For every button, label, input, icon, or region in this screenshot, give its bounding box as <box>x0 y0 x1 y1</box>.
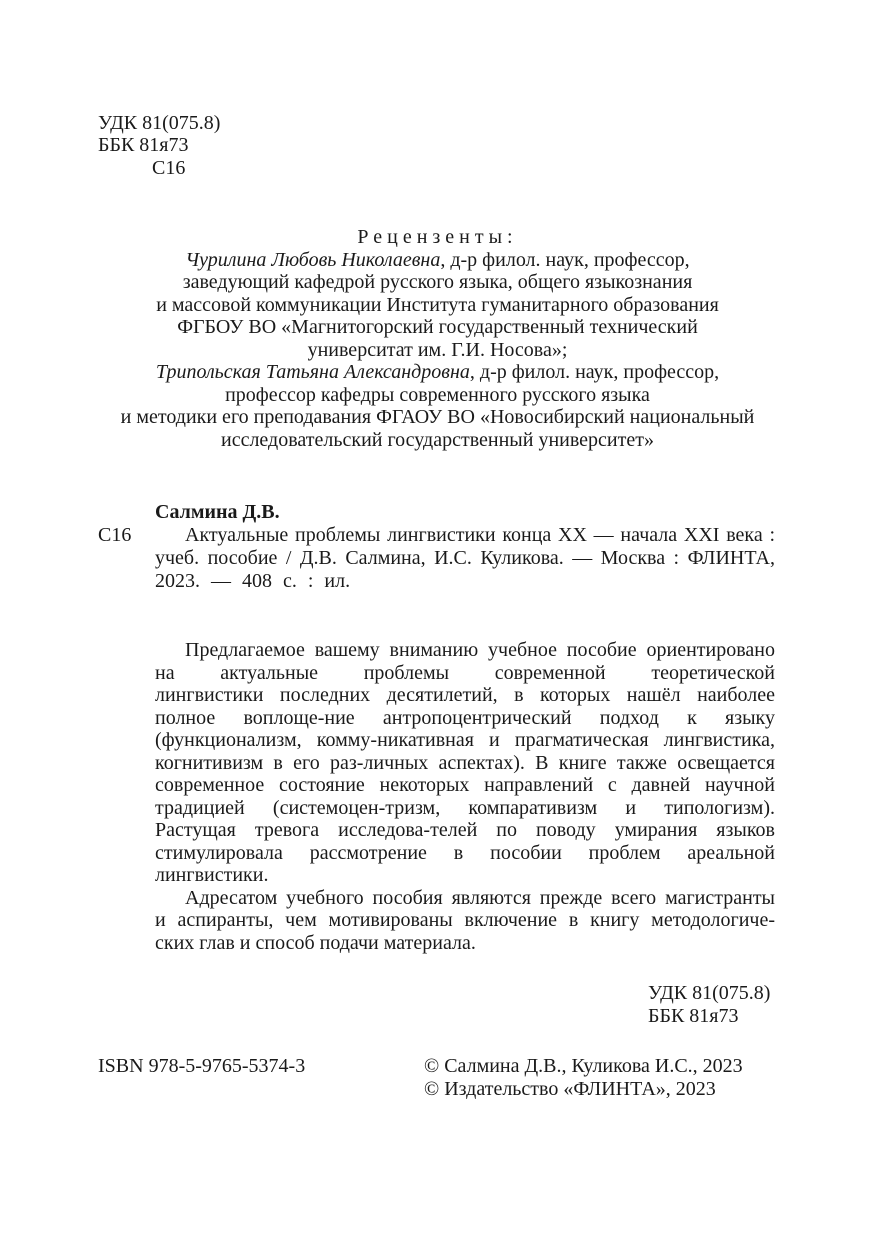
reviewer-2-name: Трипольская Татьяна Александровна <box>155 361 470 383</box>
reviewer-2-line: и методики его преподавания ФГАОУ ВО «Новосибирский национальный <box>120 406 755 428</box>
abstract-line: традицией (системоцен-тризм, компаративизм и типологизм). <box>155 797 775 819</box>
reviewer-2 <box>0 361 875 383</box>
abstract-line: (функционализм, комму-никативная и прагматическая лингвистика, <box>155 729 775 751</box>
abstract-line: стимулировала рассмотрение в пособии проблем ареальной <box>155 842 775 864</box>
abstract-line: и аспиранты, чем мотивированы включение в книгу методологиче- <box>155 909 775 931</box>
abstract-line: лингвистики последних десятилетий, в которых нашёл наиболее <box>155 684 775 706</box>
abstract-line: Растущая тревога исследова-телей по поводу умирания языков <box>155 819 775 841</box>
header-code: С16 <box>152 157 186 179</box>
footer-udk: УДК 81(075.8) <box>648 982 771 1004</box>
bib-line: 2023. — 408 с. : ил. <box>155 570 351 592</box>
reviewer-1-line: заведующий кафедрой русского языка, общего языкознания <box>182 271 693 293</box>
reviewer-2-degree: , д-р филол. наук, профессор, <box>469 361 720 383</box>
copyright-publisher: © Издательство «ФЛИНТА», 2023 <box>424 1078 716 1100</box>
abstract-line: когнитивизм в его раз-личных аспектах). В книге также освещается <box>155 752 775 774</box>
abstract-line: Предлагаемое вашему вниманию учебное пособие ориентировано <box>185 639 775 661</box>
reviewer-1-degree: , д-р филол. наук, профессор, <box>440 249 690 271</box>
reviewer-1 <box>0 249 875 271</box>
bib-author: Салмина Д.В. <box>155 501 280 523</box>
abstract-line: ских глав и способ подачи материала. <box>155 932 476 954</box>
abstract-line: на актуальные проблемы современной теоретической <box>155 662 775 684</box>
reviewer-1-name: Чурилина Любовь Николаевна <box>185 249 441 271</box>
isbn: ISBN 978-5-9765-5374-3 <box>98 1055 306 1077</box>
abstract-line: Адресатом учебного пособия являются прежде всего магистранты <box>185 887 775 909</box>
footer-bbk: ББК 81я73 <box>648 1005 739 1027</box>
bib-line: учеб. пособие / Д.В. Салмина, И.С. Куликова. — Москва : ФЛИНТА, <box>155 547 775 569</box>
reviewers-heading: Рецензенты: <box>357 226 518 248</box>
header-udk: УДК 81(075.8) <box>98 112 221 134</box>
reviewer-2-line: исследовательский государственный университет» <box>220 429 654 451</box>
reviewer-1-line: университат им. Г.И. Носова»; <box>307 339 568 361</box>
header-bbk: ББК 81я73 <box>98 134 189 156</box>
reviewer-2-line: профессор кафедры современного русского языка <box>225 384 650 406</box>
bib-code: С16 <box>98 524 132 546</box>
copyright-authors: © Салмина Д.В., Куликова И.С., 2023 <box>424 1055 743 1077</box>
bib-line: Актуальные проблемы лингвистики конца XX — начала XXI века : <box>185 524 775 546</box>
reviewer-1-line: и массовой коммуникации Института гуманитарного образования <box>156 294 719 316</box>
abstract-line: полное воплоще-ние антропоцентрический подход к языку <box>155 707 775 729</box>
reviewer-1-line: ФГБОУ ВО «Магнитогорский государственный технический <box>177 316 698 338</box>
abstract-line: лингвистики. <box>155 864 269 886</box>
abstract-line: современное состояние некоторых направлений с давней научной <box>155 774 775 796</box>
